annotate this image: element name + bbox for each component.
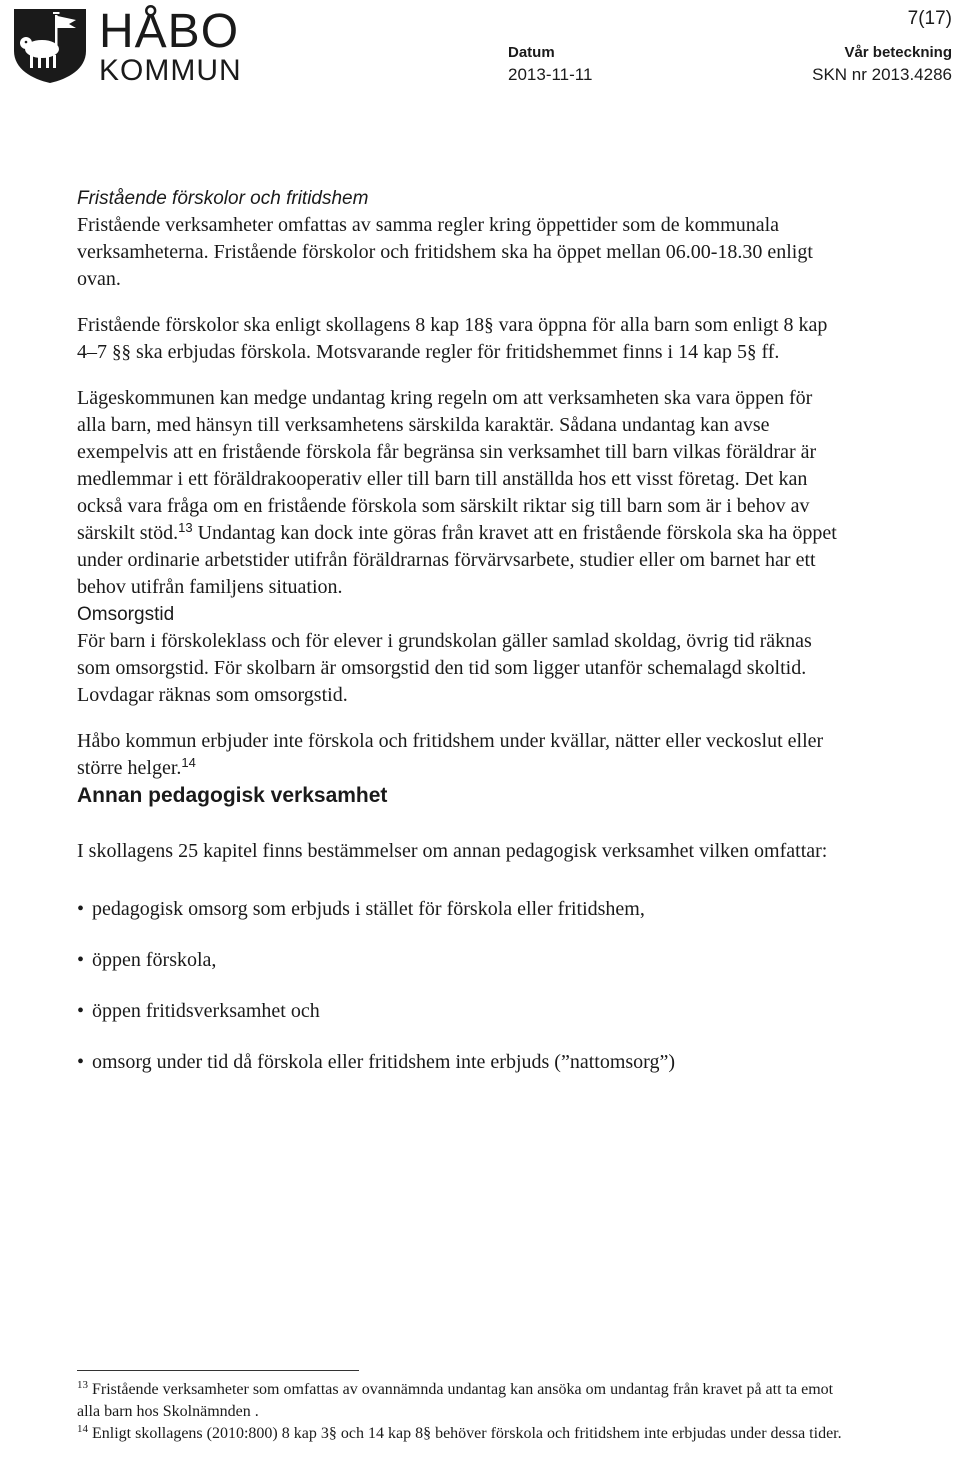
- footnote-ref-14[interactable]: 14: [181, 755, 196, 770]
- reference-block: [812, 42, 952, 86]
- document-body: [77, 185, 837, 1076]
- paragraph-text: Lägeskommunen kan medge undantag kring regeln om att verksamheten ska vara öppen för alla barn, med hänsyn till verksamhetens särskilda karaktär. Sådana undantag kan avse exempelvis att en fristående förskola får begränsa sin verksamhet till barn vilkas föräldrar är medlemmar i ett föräldrakooperativ eller till barn till anställda hos ett visst företag. Det kan också vara fråga om en fristående förskola som särskilt riktar sig till barn som är i behov av särskilt stöd.: [77, 387, 817, 544]
- section-symbol: §: [328, 1425, 337, 1442]
- list-item: [77, 947, 837, 974]
- bullet-icon: •: [77, 1000, 85, 1022]
- footnote-text: och 14 kap 8: [336, 1425, 424, 1442]
- footnote-number: 14: [77, 1423, 88, 1435]
- brand-wordmark: [99, 5, 242, 87]
- list-item: [77, 1049, 837, 1076]
- footnote-text: Enligt skollagens (2010:800) 8 kap 3: [88, 1425, 329, 1442]
- paragraph-omsorgstid-1: För barn i förskoleklass och för elever i grundskolan gäller samlad skoldag, övrig tid räknas som omsorgstid. För skolbarn är omsorgstid den tid som ligger utanför schemalagd skoltid. Lovdagar räknas som omsorgstid.: [77, 630, 812, 706]
- section-symbol: §: [484, 315, 494, 336]
- footnote-number: 13: [77, 1379, 88, 1391]
- heading-fristaende: Fristående förskolor och fritidshem: [77, 188, 369, 209]
- bullet-icon: •: [77, 949, 85, 971]
- date-label: Datum: [508, 44, 555, 61]
- bullet-icon: •: [77, 898, 85, 920]
- paragraph-fristaende-1: Fristående verksamheter omfattas av samma regler kring öppettider som de kommunala verksamheterna. Fristående förskolor och fritidshem ska ha öppet mellan 06.00-18.30 enligt ovan.: [77, 214, 813, 290]
- paragraph-annan-intro: I skollagens 25 kapitel finns bestämmelser om annan pedagogisk verksamhet vilken omfattar:: [77, 840, 828, 862]
- paragraph-text: ska erbjudas förskola. Motsvarande regler för fritidshemmet finns i 14 kap 5: [131, 341, 747, 363]
- date-block: [508, 42, 592, 86]
- footnote-text: behöver förskola och fritidshem inte erbjudas under dessa tider.: [431, 1425, 842, 1442]
- heading-annan-pedagogisk: Annan pedagogisk verksamhet: [77, 784, 388, 807]
- reference-value: SKN nr 2013.4286: [812, 65, 952, 84]
- list-item: [77, 896, 837, 923]
- list-item-text: omsorg under tid då förskola eller fritidshem inte erbjuds (”nattomsorg”): [92, 1051, 676, 1073]
- paragraph-text: Håbo kommun erbjuder inte förskola och fritidshem under kvällar, nätter eller veckoslut eller större helger.: [77, 730, 824, 779]
- footnote-14: [77, 1423, 857, 1445]
- paragraph-text: Fristående förskolor ska enligt skollagens 8 kap 18: [77, 314, 485, 336]
- paragraph-fristaende-3: [77, 385, 837, 601]
- list-item-text: öppen förskola,: [92, 949, 217, 971]
- paragraph-text: ff.: [756, 341, 780, 363]
- bullet-icon: •: [77, 1051, 85, 1073]
- page-number: 7(17): [907, 8, 952, 29]
- paragraph-text: Undantag kan dock inte göras från kravet att en fristående förskola ska ha öppet under ordinarie arbetstider utifrån föräldrarnas förvärvsarbete, studier eller om barnet har ett behov utifrån familjens situation.: [77, 522, 837, 598]
- paragraph-text: vara öppna för alla barn som enligt 8 kap 4–7: [77, 314, 828, 363]
- list-item-text: pedagogisk omsorg som erbjuds i stället för förskola eller fritidshem,: [92, 898, 645, 920]
- paragraph-fristaende-2: [77, 312, 837, 366]
- list-item-text: öppen fritidsverksamhet och: [92, 1000, 320, 1022]
- reference-label: Vår beteckning: [844, 44, 952, 61]
- section-symbol: §: [121, 342, 131, 363]
- section-symbol: §: [423, 1425, 432, 1442]
- lamb-crest-icon: [8, 5, 92, 85]
- section-symbol: §: [112, 342, 122, 363]
- footnote-13: [77, 1379, 857, 1423]
- footnote-ref-13[interactable]: 13: [178, 520, 193, 535]
- footnote-text: Fristående verksamheter som omfattas av ovannämnda undantag kan ansöka om undantag från kravet på att ta emot alla barn hos Skolnämnden .: [77, 1381, 834, 1420]
- activity-list: [77, 896, 837, 1076]
- date-value: 2013-11-11: [508, 65, 593, 84]
- heading-omsorgstid: Omsorgstid: [77, 604, 175, 625]
- section-symbol: §: [746, 342, 757, 363]
- footnote-divider: [77, 1370, 359, 1371]
- paragraph-omsorgstid-2: [77, 728, 837, 782]
- brand-name: HÅBO: [99, 5, 240, 58]
- list-item: [77, 998, 837, 1025]
- footnotes: [77, 1379, 857, 1445]
- brand-sub: KOMMUN: [99, 54, 242, 87]
